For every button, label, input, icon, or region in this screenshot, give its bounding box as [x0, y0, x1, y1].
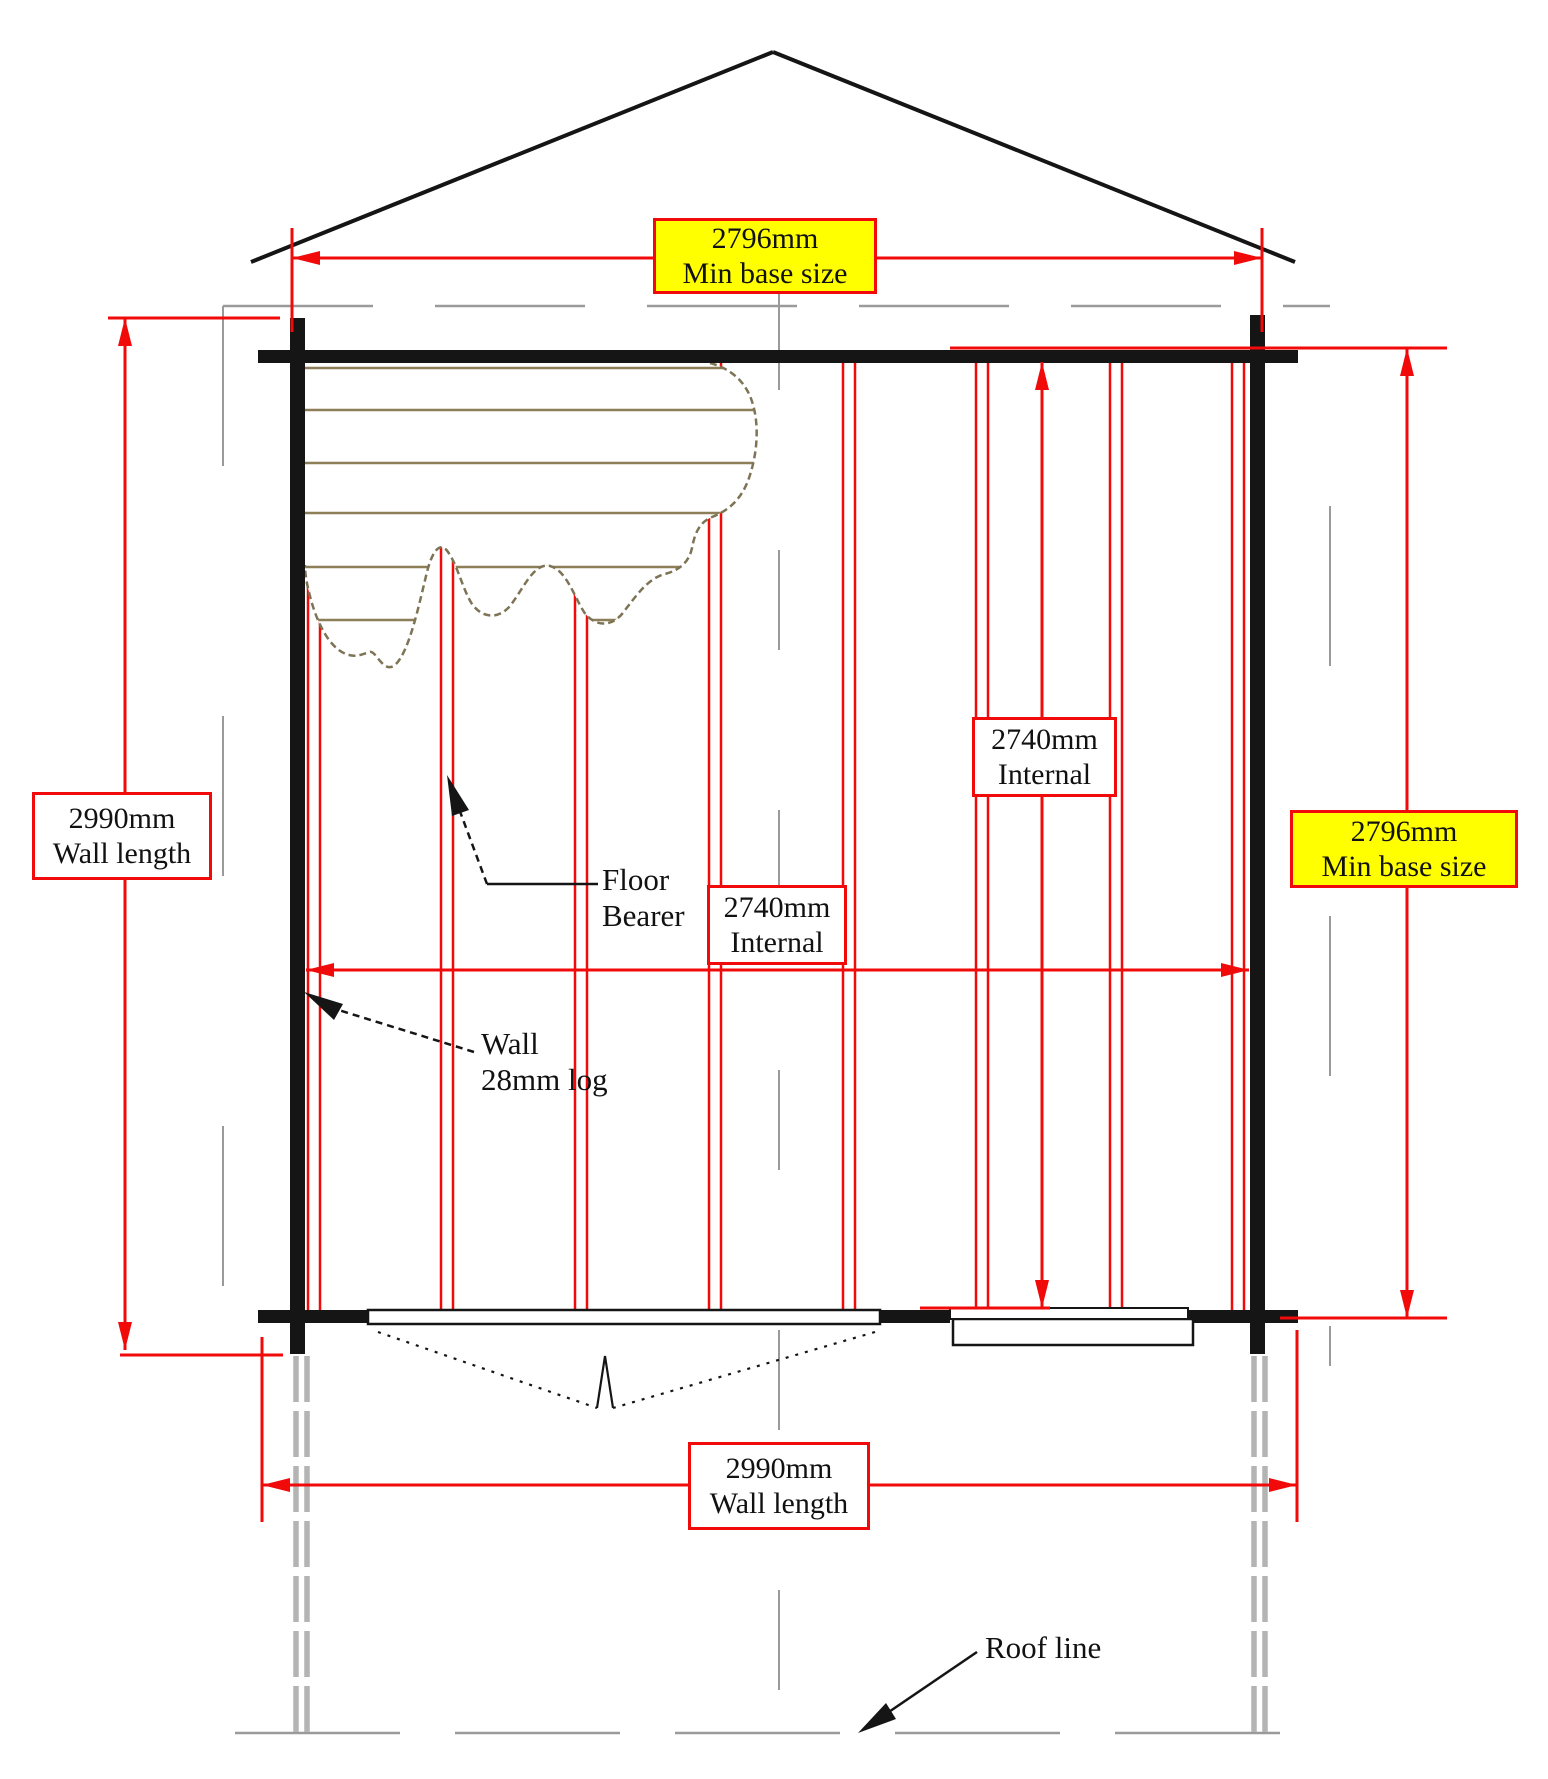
label-right-internal [972, 717, 1117, 797]
dimension-value: 2796mm [711, 222, 819, 255]
wall-back [258, 350, 1298, 363]
dimension-caption: Wall length [52, 837, 192, 870]
floor-boards-detail [305, 363, 760, 667]
wall-front-mid [880, 1310, 950, 1323]
roof-line-arrowhead [858, 1703, 896, 1733]
wall-log-arrowhead [304, 992, 343, 1020]
wall-right [1250, 315, 1265, 1354]
callout-wall-28mm-log [481, 1026, 608, 1098]
label-right-min-base-size [1290, 810, 1518, 888]
callout-roof-line [985, 1630, 1101, 1666]
wall-front-left [258, 1310, 368, 1323]
double-door [368, 1310, 880, 1408]
label-top-min-base-size [653, 218, 877, 294]
callout-line: Bearer [602, 898, 685, 933]
dimension-caption: Wall length [709, 1487, 849, 1520]
dimension-value: 2990mm [68, 802, 176, 835]
callout-line: Floor [602, 862, 670, 897]
dimension-value: 2796mm [1350, 815, 1458, 848]
dimension-caption: Min base size [682, 257, 848, 290]
callout-floor-bearer [602, 862, 685, 934]
roof-line-leader [880, 1652, 977, 1718]
label-center-internal [707, 885, 847, 965]
dimension-value: 2990mm [725, 1452, 833, 1485]
door-meeting-edge [597, 1356, 613, 1408]
dimension-value: 2740mm [723, 891, 831, 924]
dimension-caption: Internal [730, 926, 824, 959]
floor-bearer-arrowhead [447, 775, 469, 816]
dimension-value: 2740mm [991, 723, 1098, 756]
callout-line: Wall [481, 1026, 539, 1061]
callout-line: 28mm log [481, 1062, 608, 1097]
window [950, 1308, 1193, 1345]
label-bottom-wall-length [688, 1442, 870, 1530]
label-left-wall-length [32, 792, 212, 880]
wall-left [290, 318, 305, 1354]
callout-line: Roof line [985, 1630, 1102, 1665]
dimension-caption: Internal [997, 758, 1092, 791]
dimension-caption: Min base size [1321, 850, 1487, 883]
corner-posts [296, 1356, 1265, 1735]
